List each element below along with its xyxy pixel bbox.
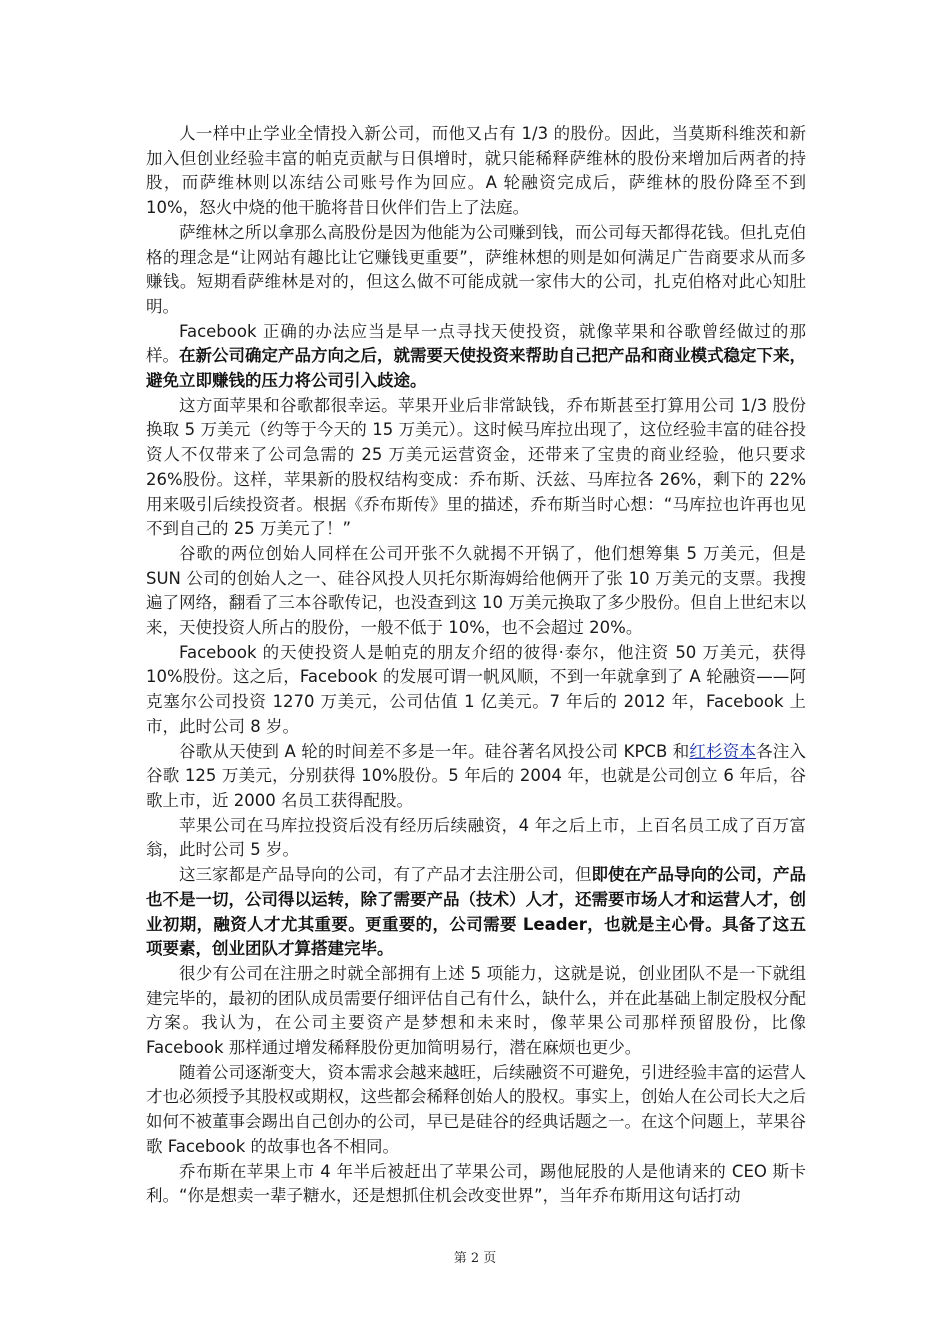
text-run: 人一样中止学业全情投入新公司，而他又占有 1/3 的股份。因此，当莫斯科维茨和新加入但创业经验丰富的帕克贡献与日俱增时，就只能稀释萨维林的股份来增加后两者的持股，而萨维林则以冻结公司账号作为回应。A 轮融资完成后，萨维林的股份降至不到 10%，怒火中烧的他干脆将昔日伙伴们告上了法庭。: [146, 124, 806, 218]
paragraph: [146, 641, 806, 740]
paragraph: [146, 221, 806, 320]
paragraph: [146, 394, 806, 542]
paragraph: [146, 863, 806, 962]
text-run: 这方面苹果和谷歌都很幸运。苹果开业后非常缺钱，乔布斯甚至打算用公司 1/3 股份换取 5 万美元（约等于今天的 15 万美元）。这时候马库拉出现了，这位经验丰富的硅谷投资人不仅带来了公司急需的 25 万美元运营资金，还带来了宝贵的商业经验，他只要求 26%股份。这样，苹果新的股权结构变成：乔布斯、沃兹、马库拉各 26%，剩下的 22%用来吸引后续投资者。根据《乔布斯传》里的描述，乔布斯当时心想：“马库拉也许再也见不到自己的 25 万美元了！”: [146, 395, 806, 539]
bold-text: 即使在产品导向的公司，产品也不是一切，公司得以运转，除了需要产品（技术）人才，还需要市场人才和运营人才，创业初期，融资人才尤其重要。更重要的，公司需要 Leader，也就是主心骨。具备了这五项要素，创业团队才算搭建完毕。: [146, 865, 806, 959]
paragraph: [146, 740, 806, 814]
paragraph: [146, 122, 806, 221]
page-number: 第 2 页: [453, 1251, 497, 1266]
text-run: 这三家都是产品导向的公司，有了产品才去注册公司，但: [179, 865, 592, 885]
paragraph: [146, 962, 806, 1061]
text-run: 随着公司逐渐变大，资本需求会越来越旺，后续融资不可避免，引进经验丰富的运营人才也必须授予其股权或期权，这些都会稀释创始人的股权。事实上，创始人在公司长大之后如何不被董事会踢出自己创办的公司，早已是硅谷的经典话题之一。在这个问题上，苹果谷歌 Facebook 的故事也各不相同。: [146, 1062, 806, 1156]
text-run: Facebook 正确的办法应当是早一点寻找天使投资，就像苹果和谷歌曾经做过的那样。: [146, 321, 806, 366]
text-run: 乔布斯在苹果上市 4 年半后被赶出了苹果公司，踢他屁股的人是他请来的 CEO 斯卡利。“你是想卖一辈子糖水，还是想抓住机会改变世界”，当年乔布斯用这句话打动: [146, 1161, 806, 1206]
text-run: Facebook 的天使投资人是帕克的朋友介绍的彼得·泰尔，他注资 50 万美元，获得 10%股份。这之后，Facebook 的发展可谓一帆风顺，不到一年就拿到了 A 轮融资——阿克塞尔公司投资 1270 万美元，公司估值 1 亿美元。7 年后的 2012 年，Facebook 上市，此时公司 8 岁。: [146, 642, 806, 736]
text-run: 萨维林之所以拿那么高股份是因为他能为公司赚到钱，而公司每天都得花钱。但扎克伯格的理念是“让网站有趣比让它赚钱更重要”，萨维林想的则是如何满足广告商要求从而多赚钱。短期看萨维林是对的，但这么做不可能成就一家伟大的公司，扎克伯格对此心知肚明。: [146, 222, 806, 316]
paragraph: [146, 1160, 806, 1209]
paragraph: [146, 814, 806, 863]
hyperlink[interactable]: 红杉资本: [689, 741, 757, 761]
document-body: [146, 122, 806, 1209]
text-run: 谷歌的两位创始人同样在公司开张不久就揭不开锅了，他们想筹集 5 万美元，但是 SUN 公司的创始人之一、硅谷风投人贝托尔斯海姆给他俩开了张 10 万美元的支票。我搜遍了网络，翻看了三本谷歌传记，也没查到这 10 万美元换取了多少股份。但自上世纪末以来，天使投资人所占的股份，一般不低于 10%，也不会超过 20%。: [146, 543, 806, 638]
bold-text: 在新公司确定产品方向之后，就需要天使投资来帮助自己把产品和商业模式稳定下来，避免立即赚钱的压力将公司引入歧途。: [146, 346, 806, 391]
text-run: 谷歌从天使到 A 轮的时间差不多是一年。硅谷著名风投公司 KPCB 和: [179, 741, 690, 761]
paragraph: [146, 542, 806, 641]
text-run: 各注入谷歌 125 万美元，分别获得 10%股份。5 年后的 2004 年，也就是公司创立 6 年后，谷歌上市，近 2000 名员工获得配股。: [146, 741, 806, 810]
text-run: 很少有公司在注册之时就全部拥有上述 5 项能力，这就是说，创业团队不是一下就组建完毕的，最初的团队成员需要仔细评估自己有什么，缺什么，并在此基础上制定股权分配方案。我认为，在公司主要资产是梦想和未来时，像苹果公司那样预留股份，比像 Facebook 那样通过增发稀释股份更加简明易行，潜在麻烦也更少。: [146, 963, 806, 1058]
paragraph: [146, 320, 806, 394]
paragraph: [146, 1061, 806, 1160]
text-run: 苹果公司在马库拉投资后没有经历后续融资，4 年之后上市，上百名员工成了百万富翁，此时公司 5 岁。: [146, 815, 806, 860]
